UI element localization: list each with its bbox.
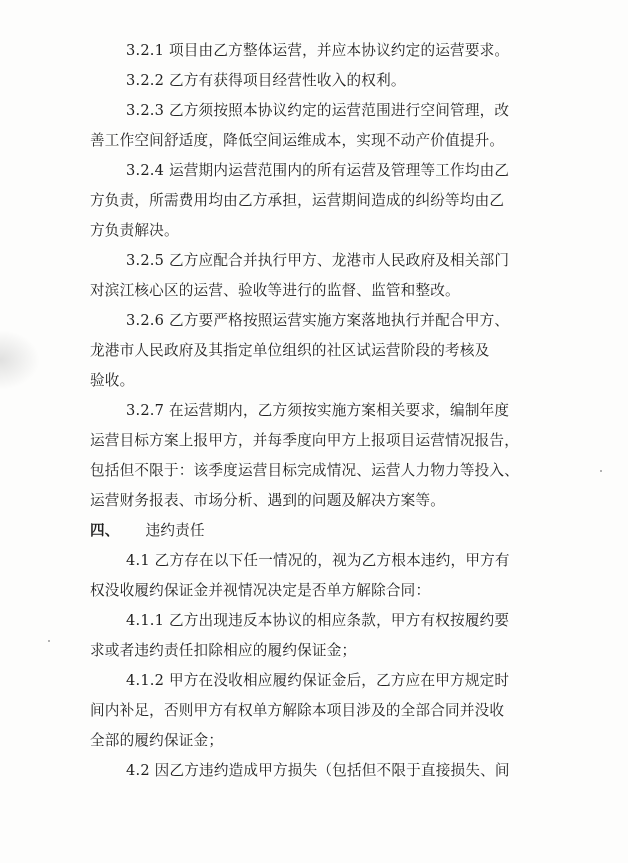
- clause-3-2-1: 3.2.1 项目由乙方整体运营，并应本协议约定的运营要求。: [126, 42, 510, 59]
- section-number: 四、: [90, 522, 120, 539]
- document-body: [90, 36, 550, 786]
- clause-3-2-7-cont: 运营目标方案上报甲方，并每季度向甲方上报项目运营情况报告，: [90, 432, 520, 449]
- clause-3-2-4: 3.2.4 运营期内运营范围内的所有运营及管理等工作均由乙: [126, 162, 510, 179]
- clause-4-1-2: 4.1.2 甲方在没收相应履约保证金后，乙方应在甲方规定时: [126, 672, 510, 689]
- clause-3-2-5: 3.2.5 乙方应配合并执行甲方、龙港市人民政府及相关部门: [126, 252, 510, 269]
- clause-4-1-2-cont: 间内补足，否则甲方有权单方解除本项目涉及的全部合同并没收: [90, 702, 505, 719]
- clause-3-2-7: 3.2.7 在运营期内，乙方须按实施方案相关要求，编制年度: [126, 402, 510, 419]
- clause-4-1-1-cont: 求或者违约责任扣除相应的履约保证金；: [90, 642, 357, 659]
- clause-3-2-4-cont: 方负责解决。: [90, 222, 179, 239]
- clause-3-2-6: 3.2.6 乙方要严格按照运营实施方案落地执行并配合甲方、: [126, 312, 510, 329]
- clause-3-2-3-cont: 善工作空间舒适度，降低空间运维成本，实现不动产价值提升。: [90, 132, 505, 149]
- clause-4-1-cont: 权没收履约保证金并视情况决定是否单方解除合同：: [90, 582, 431, 599]
- clause-4-2: 4.2 因乙方违约造成甲方损失（包括但不限于直接损失、间: [126, 762, 510, 779]
- clause-4-1: 4.1 乙方存在以下任一情况的，视为乙方根本违约，甲方有: [126, 552, 510, 569]
- clause-3-2-6-cont: 验收。: [90, 372, 135, 389]
- clause-4-1-2-cont: 全部的履约保证金；: [90, 732, 224, 749]
- clause-3-2-7-cont: 包括但不限于：该季度运营目标完成情况、运营人力物力等投入、: [90, 462, 520, 479]
- clause-3-2-2: 3.2.2 乙方有获得项目经营性收入的权利。: [126, 72, 406, 89]
- scan-speck: [600, 470, 602, 472]
- clause-3-2-4-cont: 方负责，所需费用均由乙方承担，运营期间造成的纠纷等均由乙: [90, 192, 505, 209]
- scan-speck: [48, 640, 50, 642]
- scan-artifact: [0, 330, 40, 390]
- clause-3-2-5-cont: 对滨江核心区的运营、验收等进行的监督、监管和整改。: [90, 282, 460, 299]
- clause-4-1-1: 4.1.1 乙方出现违反本协议的相应条款，甲方有权按履约要: [126, 612, 510, 629]
- section-heading: [90, 516, 550, 546]
- clause-3-2-3: 3.2.3 乙方须按照本协议约定的运营范围进行空间管理，改: [126, 102, 510, 119]
- clause-3-2-6-cont: 龙港市人民政府及其指定单位组织的社区试运营阶段的考核及: [90, 342, 490, 359]
- section-title: 违约责任: [145, 522, 205, 539]
- clause-3-2-7-cont: 运营财务报表、市场分析、遇到的问题及解决方案等。: [90, 492, 446, 509]
